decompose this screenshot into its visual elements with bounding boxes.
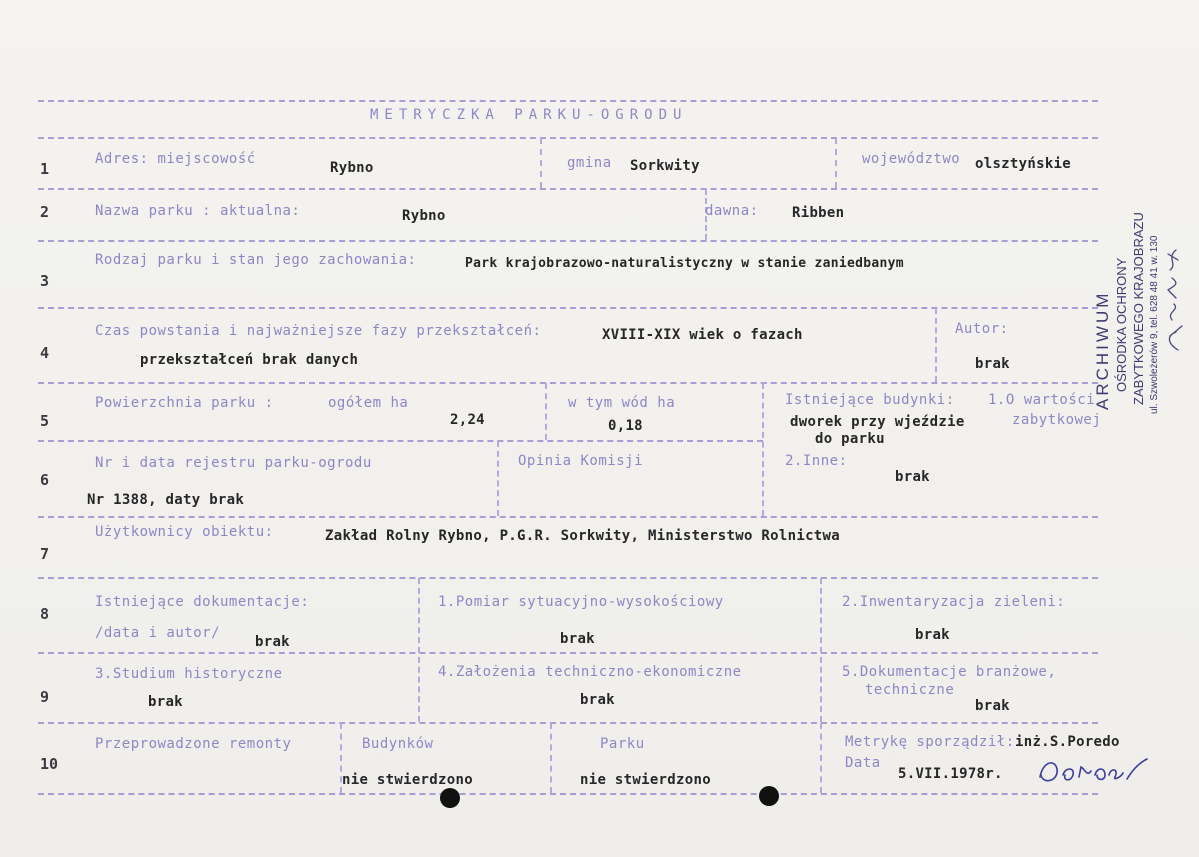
divider-r1-a xyxy=(540,138,542,188)
branch-docs-label: 5.Dokumentacje branżowe, xyxy=(842,664,1057,680)
gmina-label: gmina xyxy=(567,155,612,171)
rule-r8 xyxy=(38,652,1098,654)
archive-stamp-title: ARCHIWUM xyxy=(1093,290,1112,410)
area-total-label: ogółem ha xyxy=(328,395,409,411)
time-phases-value-cont: przekształceń brak danych xyxy=(140,352,359,368)
row-number-6: 6 xyxy=(40,471,50,489)
area-total-value: 2,24 xyxy=(450,412,485,428)
archive-stamp-line4: ul. Szwoleżerów 9, tel. 628 48 41 w. 130 xyxy=(1149,235,1160,414)
rule-r1 xyxy=(38,188,1098,190)
branch-docs-value: brak xyxy=(975,698,1010,714)
commission-opinion-label: Opinia Komisji xyxy=(518,453,644,469)
water-area-label: w tym wód ha xyxy=(568,395,676,411)
rule-top xyxy=(38,100,1098,102)
greenery-inventory-value: brak xyxy=(915,627,950,643)
author-label: Autor: xyxy=(955,321,1009,337)
author-value: brak xyxy=(975,356,1010,372)
rule-r7 xyxy=(38,577,1098,579)
documentation-label-cont: /data i autor/ xyxy=(95,625,221,641)
history-study-value: brak xyxy=(148,694,183,710)
voivodeship-value: olsztyńskie xyxy=(975,156,1072,172)
made-by-label: Metrykę sporządził: xyxy=(845,734,1015,750)
row-number-7: 7 xyxy=(40,545,50,563)
row-number-9: 9 xyxy=(40,688,50,706)
park-name-current-value: Rybno xyxy=(402,208,446,224)
buildings-value: dworek przy wjeździe xyxy=(790,414,965,430)
divider-r5-b xyxy=(762,383,764,516)
divider-r8-a xyxy=(418,578,420,722)
buildings-label: Istniejące budynki: xyxy=(785,392,955,408)
repairs-label: Przeprowadzone remonty xyxy=(95,736,292,752)
register-value: Nr 1388, daty brak xyxy=(87,492,245,508)
time-phases-label: Czas powstania i najważniejsze fazy przekształceń: xyxy=(95,323,542,339)
divider-r10-c xyxy=(820,723,822,793)
rule-r5 xyxy=(38,440,763,442)
tech-econ-value: brak xyxy=(580,692,615,708)
tech-econ-label: 4.Założenia techniczno-ekonomiczne xyxy=(438,664,742,680)
users-label: Użytkownicy obiektu: xyxy=(95,524,274,540)
repairs-buildings-value: nie stwierdzono xyxy=(342,772,473,788)
row-number-3: 3 xyxy=(40,272,50,290)
row-number-10: 10 xyxy=(40,755,59,773)
time-phases-value: XVIII-XIX wiek o fazach xyxy=(602,327,803,343)
divider-r8-b xyxy=(820,578,822,722)
punch-hole-left xyxy=(440,788,460,808)
heritage-value-label-cont: zabytkowej xyxy=(1012,412,1102,428)
rule-r6 xyxy=(38,516,1098,518)
row-number-4: 4 xyxy=(40,344,50,362)
documentation-label: Istniejące dokumentacje: xyxy=(95,594,310,610)
survey-value: brak xyxy=(560,631,595,647)
gmina-value: Sorkwity xyxy=(630,158,700,174)
rule-r4 xyxy=(38,382,1098,384)
row-number-5: 5 xyxy=(40,412,50,430)
divider-r1-b xyxy=(835,138,837,188)
rule-r9 xyxy=(38,722,1098,724)
divider-r4 xyxy=(935,308,937,382)
area-label: Powierzchnia parku : xyxy=(95,395,274,411)
branch-docs-label-cont: techniczne xyxy=(865,682,955,698)
heritage-value-label: 1.O wartości xyxy=(988,392,1096,408)
divider-r10-b xyxy=(550,723,552,793)
row-number-8: 8 xyxy=(40,605,50,623)
rule-r3 xyxy=(38,307,1098,309)
date-value: 5.VII.1978r. xyxy=(898,766,1003,782)
made-by-value: inż.S.Poredo xyxy=(1015,734,1120,750)
survey-label: 1.Pomiar sytuacyjno-wysokościowy xyxy=(438,594,724,610)
rule-r10 xyxy=(38,793,1098,795)
park-name-label: Nazwa parku : aktualna: xyxy=(95,203,301,219)
park-name-old-label: dawna: xyxy=(705,203,759,219)
buildings-value-cont: do parku xyxy=(815,431,885,447)
history-study-label: 3.Studium historyczne xyxy=(95,666,283,682)
park-type-label: Rodzaj parku i stan jego zachowania: xyxy=(95,252,417,268)
rule-r2 xyxy=(38,240,1098,242)
handwritten-note-mark xyxy=(1158,240,1190,355)
archive-stamp-line3: ZABYTKOWEGO KRAJOBRAZU xyxy=(1131,212,1146,405)
repairs-buildings-label: Budynków xyxy=(362,736,434,752)
signature-mark xyxy=(1035,755,1160,787)
register-label: Nr i data rejestru parku-ogrodu xyxy=(95,455,372,471)
form-title: METRYCZKA PARKU-OGRODU xyxy=(370,107,688,123)
voivodeship-label: województwo xyxy=(862,151,961,167)
repairs-park-value: nie stwierdzono xyxy=(580,772,711,788)
water-area-value: 0,18 xyxy=(608,418,643,434)
archive-stamp-line2: OŚRODKA OCHRONY xyxy=(1114,257,1129,392)
documentation-value: brak xyxy=(255,634,290,650)
park-name-old-value: Ribben xyxy=(792,205,845,221)
rule-title-bottom xyxy=(38,137,1098,139)
divider-r6 xyxy=(497,441,499,516)
date-label: Data xyxy=(845,755,881,771)
other-buildings-label: 2.Inne: xyxy=(785,453,848,469)
users-value: Zakład Rolny Rybno, P.G.R. Sorkwity, Ministerstwo Rolnictwa xyxy=(325,528,840,544)
repairs-park-label: Parku xyxy=(600,736,645,752)
row-number-1: 1 xyxy=(40,160,50,178)
address-label: Adres: miejscowość xyxy=(95,151,256,167)
park-type-value: Park krajobrazowo-naturalistyczny w stanie zaniedbanym xyxy=(465,256,904,271)
other-buildings-value: brak xyxy=(895,469,930,485)
address-place-value: Rybno xyxy=(330,160,374,176)
punch-hole-right xyxy=(759,786,779,806)
divider-r5-a xyxy=(545,383,547,440)
row-number-2: 2 xyxy=(40,203,50,221)
greenery-inventory-label: 2.Inwentaryzacja zieleni: xyxy=(842,594,1066,610)
